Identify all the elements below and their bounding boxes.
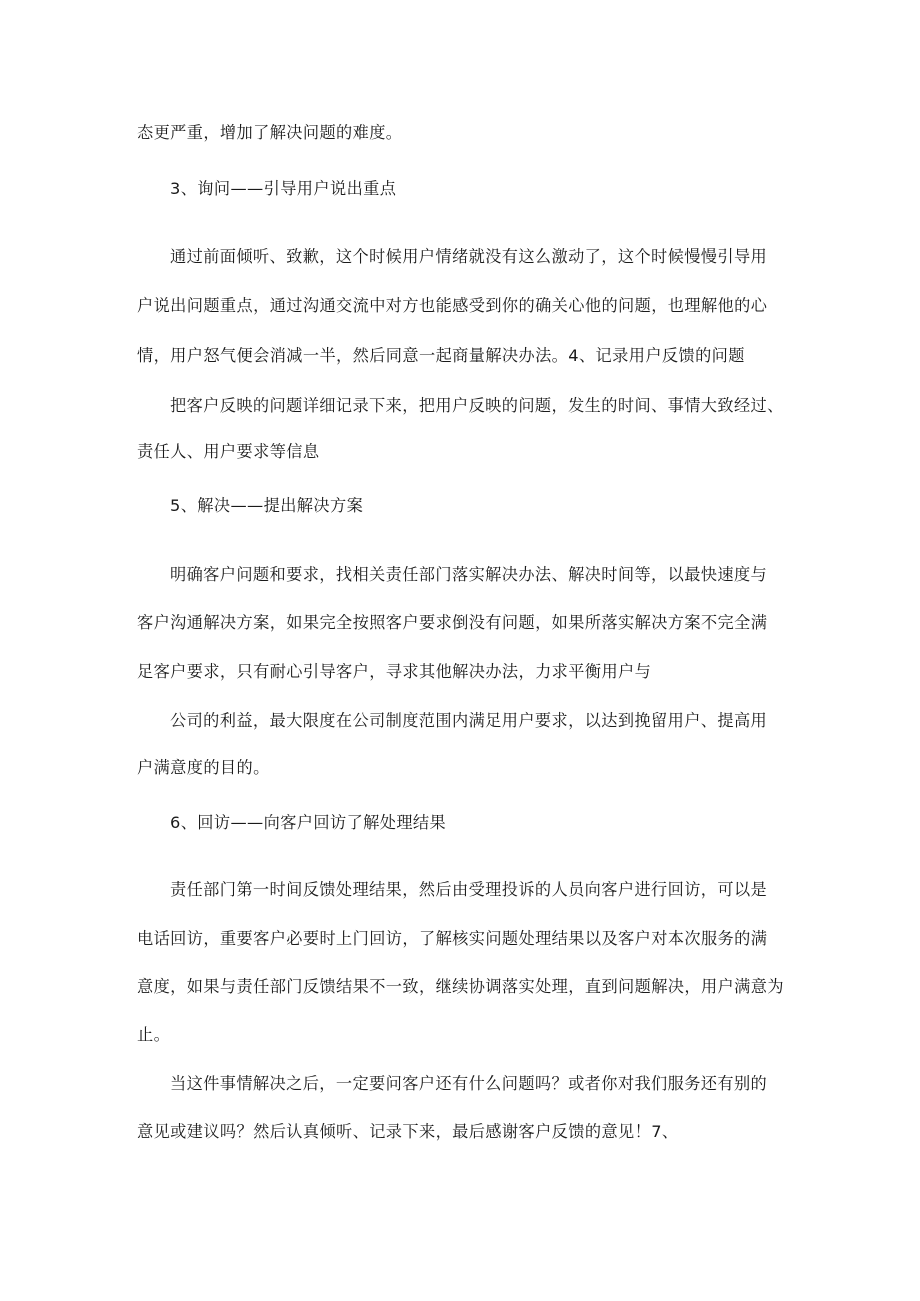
text-line: 态更严重，增加了解决问题的难度。 xyxy=(137,123,403,142)
text-line: 意见或建议吗？然后认真倾听、记录下来，最后感谢客户反馈的意见！7、 xyxy=(137,1122,679,1141)
text-line: 户满意度的目的。 xyxy=(137,758,270,777)
text-line: 当这件事情解决之后，一定要问客户还有什么问题吗？或者你对我们服务还有别的 xyxy=(170,1074,768,1093)
text-line: 电话回访，重要客户必要时上门回访，了解核实问题处理结果以及客户对本次服务的满 xyxy=(137,929,768,948)
text-line: 公司的利益，最大限度在公司制度范围内满足用户要求，以达到挽留用户、提高用 xyxy=(170,711,768,730)
text-line: 户说出问题重点，通过沟通交流中对方也能感受到你的确关心他的问题，也理解他的心 xyxy=(137,296,768,315)
section-heading-6: 6、回访——向客户回访了解处理结果 xyxy=(170,813,447,832)
text-line: 情，用户怒气便会消减一半，然后同意一起商量解决办法。4、记录用户反馈的问题 xyxy=(137,346,745,365)
section-heading-5: 5、解决——提出解决方案 xyxy=(170,496,364,515)
text-line: 明确客户问题和要求，找相关责任部门落实解决办法、解决时间等，以最快速度与 xyxy=(170,565,768,584)
text-line: 通过前面倾听、致歉，这个时候用户情绪就没有这么激动了，这个时候慢慢引导用 xyxy=(170,247,768,266)
text-line: 止。 xyxy=(137,1025,171,1044)
text-line: 意度，如果与责任部门反馈结果不一致，继续协调落实处理，直到问题解决，用户满意为 xyxy=(137,977,784,996)
text-line: 把客户反映的问题详细记录下来，把用户反映的问题，发生的时间、事情大致经过、 xyxy=(170,396,784,415)
text-line: 责任人、用户要求等信息 xyxy=(137,442,320,461)
section-heading-3: 3、询问——引导用户说出重点 xyxy=(170,179,397,198)
text-line: 客户沟通解决方案，如果完全按照客户要求倒没有问题，如果所落实解决方案不完全满 xyxy=(137,613,768,632)
text-line: 足客户要求，只有耐心引导客户，寻求其他解决办法，力求平衡用户与 xyxy=(137,662,652,681)
text-line: 责任部门第一时间反馈处理结果，然后由受理投诉的人员向客户进行回访，可以是 xyxy=(170,880,768,899)
